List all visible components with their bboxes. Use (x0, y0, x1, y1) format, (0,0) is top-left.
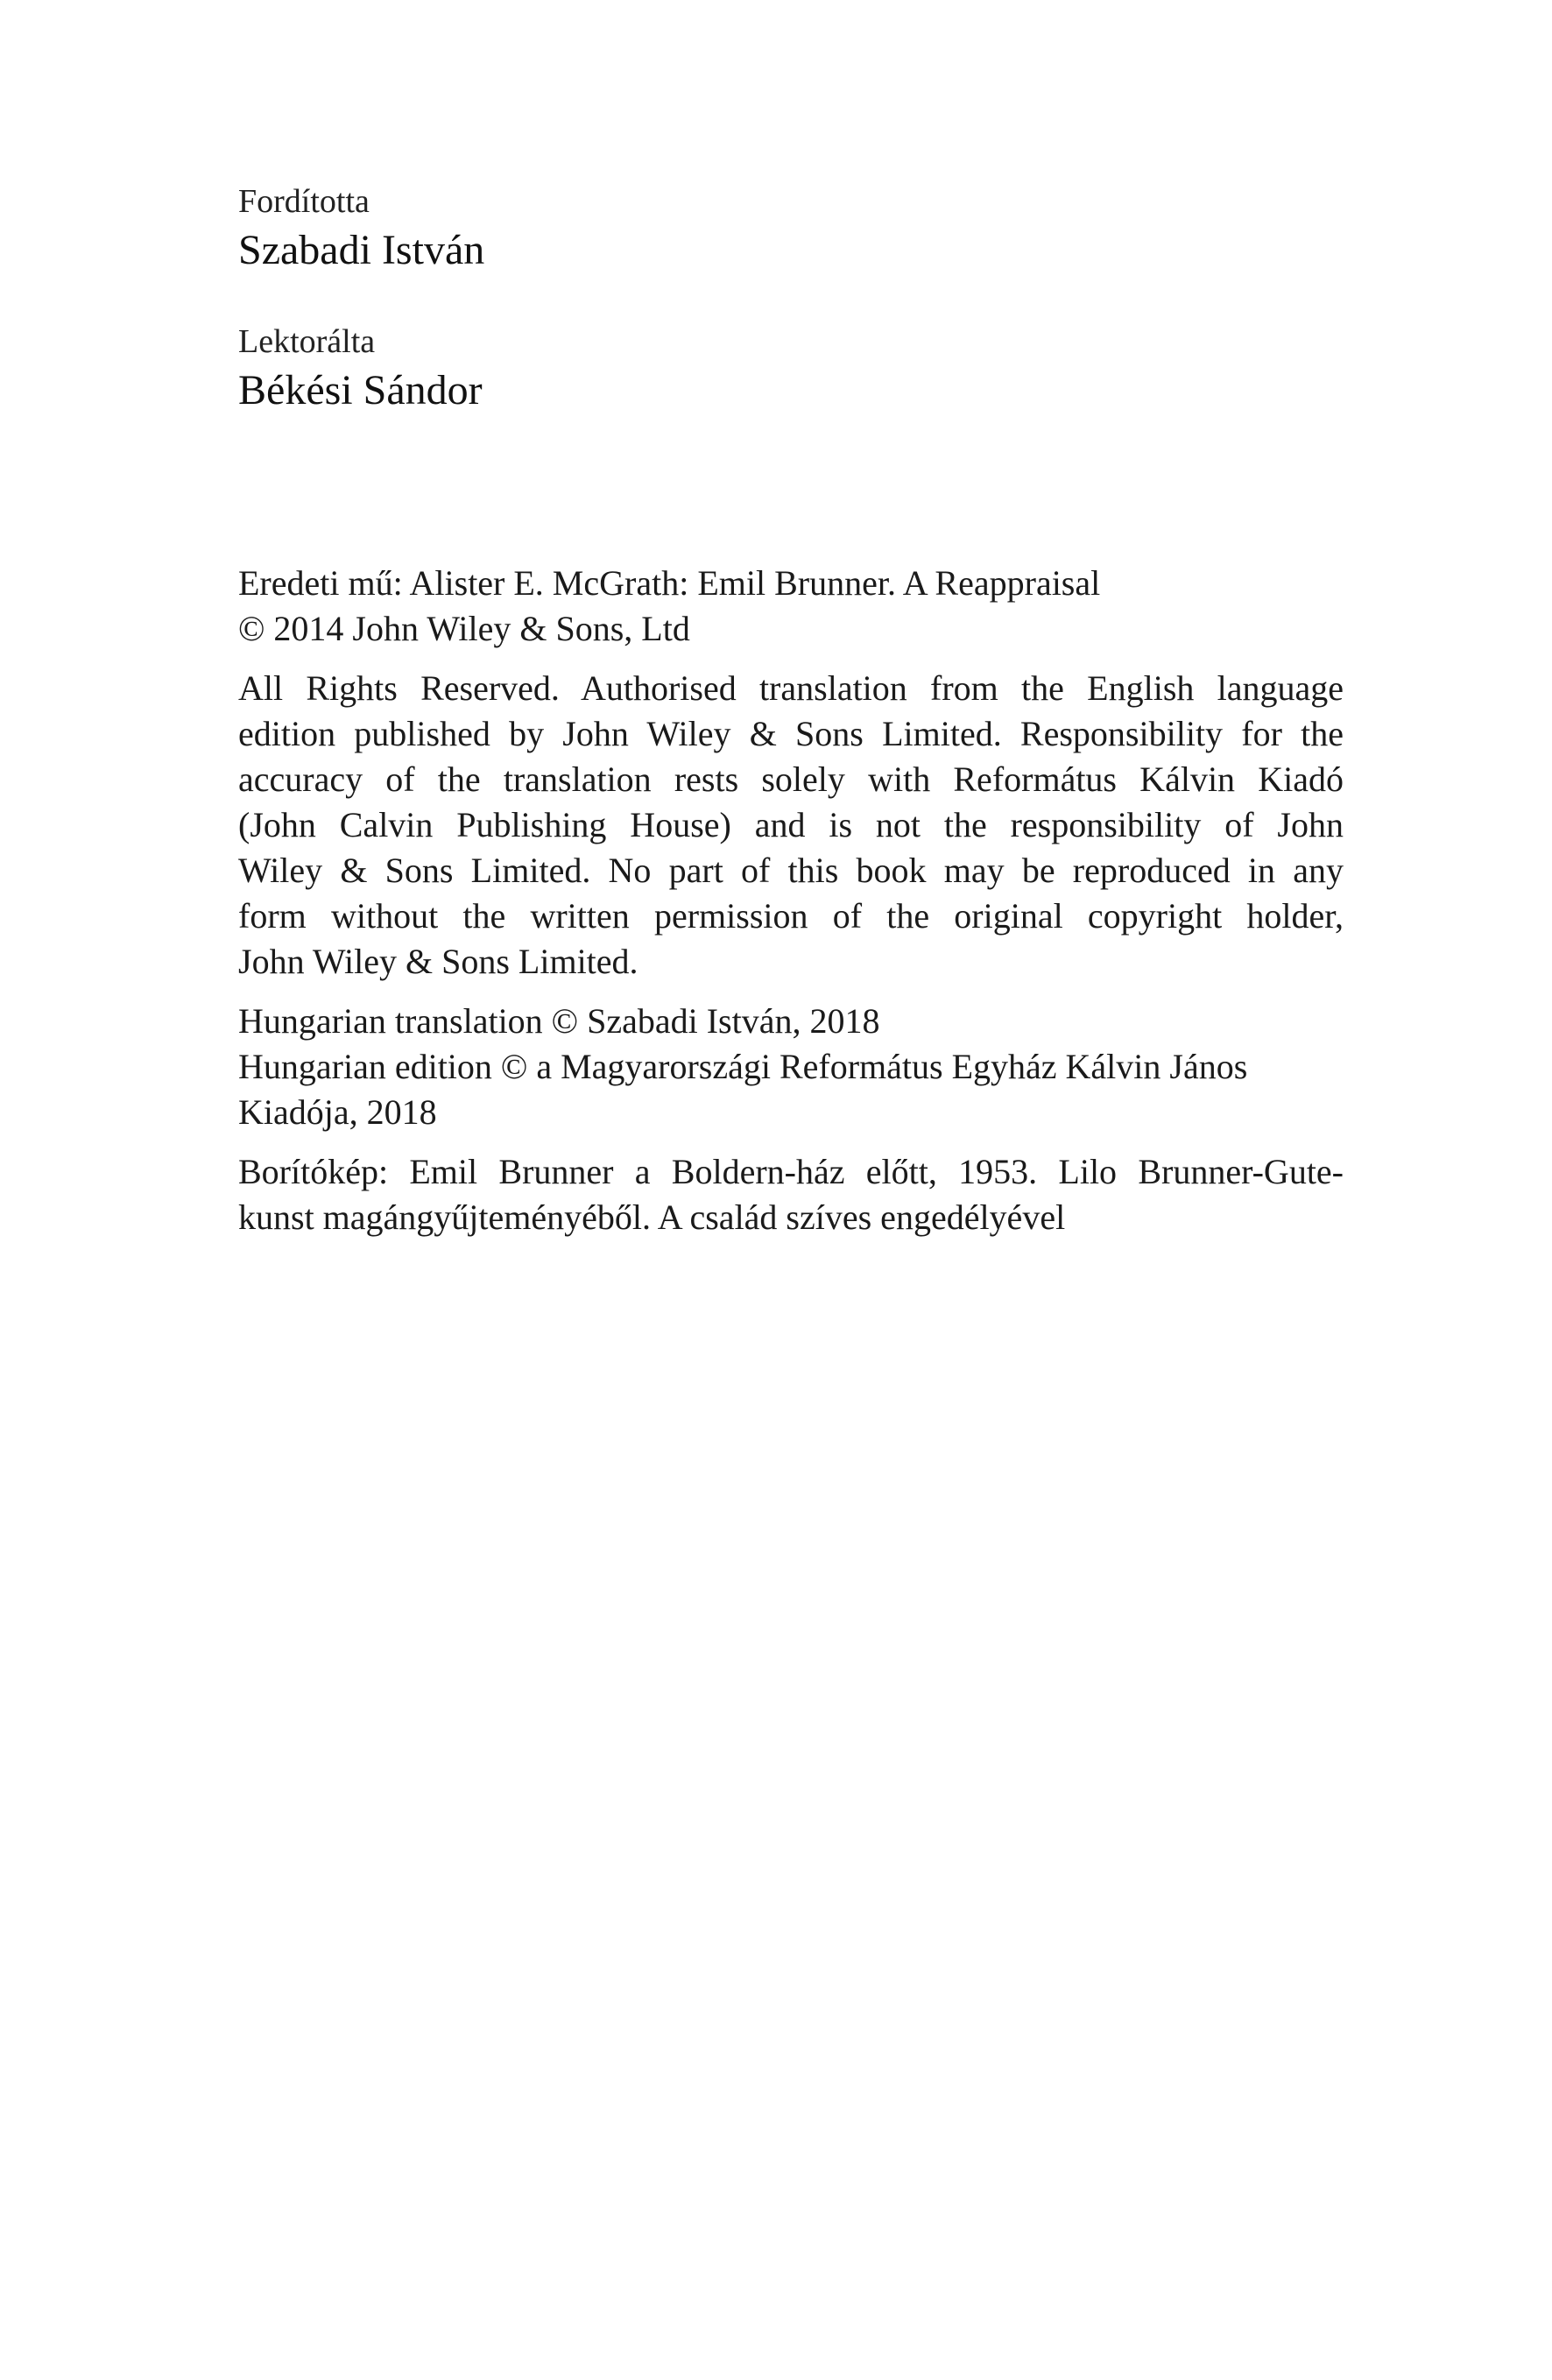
rights-line-2: edition published by John Wiley & Sons Limited. Responsibility for the (238, 714, 1344, 753)
hungarian-translation-line: Hungarian translation © Szabadi István, 2018 (238, 1001, 880, 1041)
rights-line-7: John Wiley & Sons Limited. (238, 942, 638, 981)
hungarian-edition-line-1: Hungarian edition © a Magyarországi Református Egyház Kálvin János (238, 1047, 1248, 1086)
rights-line-5: Wiley & Sons Limited. No part of this book may be reproduced in any (238, 851, 1344, 890)
rights-paragraph (238, 666, 1344, 985)
translator-label: Fordította (238, 183, 370, 220)
cover-line-1: Borítókép: Emil Brunner a Boldern-ház előtt, 1953. Lilo Brunner-Gute- (238, 1152, 1344, 1191)
copyright-text (238, 561, 1344, 1240)
rights-line-1: All Rights Reserved. Authorised translation from the English language (238, 668, 1344, 708)
paragraph-spacer (238, 985, 1344, 999)
credits-section (238, 180, 1351, 418)
hungarian-paragraph (238, 999, 1344, 1135)
original-work-title: Eredeti mű: Alister E. McGrath: Emil Brunner. A Reappraisal (238, 563, 1101, 603)
rights-line-3: accuracy of the translation rests solely with Református Kálvin Kiadó (238, 759, 1344, 799)
editor-name: Békési Sándor (238, 367, 483, 413)
rights-line-6: form without the written permission of the original copyright holder, (238, 896, 1344, 936)
cover-line-2: kunst magángyűjteményéből. A család szíves engedélyével (238, 1197, 1066, 1237)
cover-paragraph (238, 1149, 1344, 1240)
rights-line-4: (John Calvin Publishing House) and is not the responsibility of John (238, 805, 1344, 844)
original-work-paragraph (238, 561, 1344, 652)
translator-name: Szabadi István (238, 227, 485, 273)
editor-label: Lektorálta (238, 323, 376, 360)
paragraph-spacer (238, 652, 1344, 666)
original-copyright: © 2014 John Wiley & Sons, Ltd (238, 609, 690, 648)
hungarian-edition-line-2: Kiadója, 2018 (238, 1092, 437, 1132)
paragraph-spacer (238, 1135, 1344, 1149)
credit-spacer (238, 278, 1351, 320)
